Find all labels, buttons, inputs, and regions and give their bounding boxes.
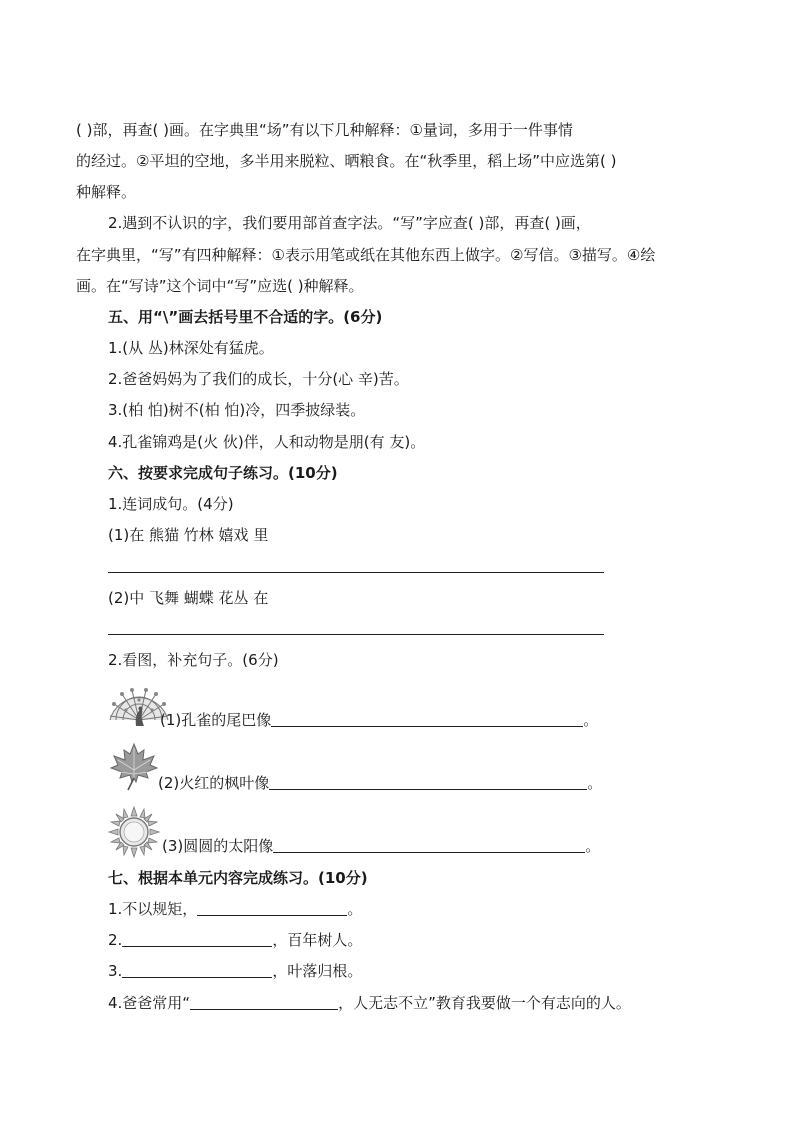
pic-item-3-blank[interactable] [273, 838, 585, 853]
maple-leaf-icon [108, 740, 160, 792]
word-group-2: (2)中 飞舞 蝴蝶 花丛 在 [108, 589, 269, 607]
section7-item-1 [108, 899, 362, 919]
word-group-1: (1)在 熊猫 竹林 嬉戏 里 [108, 526, 269, 544]
pic-item-2-blank[interactable] [269, 775, 587, 790]
section6-sub1: 1.连词成句。(4分) [108, 495, 234, 513]
section7-item-1-pre: 1.不以规矩， [108, 900, 198, 918]
section5-item-1: 1.(从 丛)林深处有猛虎。 [108, 339, 274, 357]
section7-item-2-post: ，百年树人。 [272, 931, 363, 949]
pic-item-3-period: 。 [585, 837, 601, 855]
section7-item-1-blank[interactable] [197, 901, 347, 916]
section6-heading: 六、按要求完成句子练习。(10分) [108, 464, 338, 482]
section7-item-4-blank[interactable] [190, 995, 338, 1010]
section7-item-4-pre: 4.爸爸常用“ [108, 994, 191, 1012]
section5-item-4: 4.孔雀锦鸡是(火 伙)伴，人和动物是朋(有 友)。 [108, 433, 426, 451]
q4-item2-line1: 2.遇到不认识的字，我们要用部首查字法。“写”字应查( )部，再查( )画， [108, 214, 591, 232]
pic-item-3-text: (3)圆圆的太阳像 [162, 837, 274, 855]
pic-item-1-text: (1)孔雀的尾巴像 [160, 711, 272, 729]
section7-heading: 七、根据本单元内容完成练习。(10分) [108, 869, 368, 887]
section5-heading: 五、用“\”画去括号里不合适的字。(6分) [108, 308, 383, 326]
section7-item-4 [108, 993, 631, 1013]
section7-item-4-post: ，人无志不立”教育我要做一个有志向的人。 [338, 994, 631, 1012]
section7-item-3-pre: 3. [108, 962, 123, 980]
q4-line3: 种解释。 [76, 183, 137, 201]
q4-item2-line3: 画。在“写诗”这个词中“写”应选( )种解释。 [76, 277, 364, 295]
pic-item-2 [158, 773, 602, 793]
sun-icon [108, 806, 160, 858]
pic-item-2-text: (2)火红的枫叶像 [158, 774, 270, 792]
section7-item-2-blank[interactable] [122, 932, 272, 947]
section7-item-3 [108, 961, 362, 981]
q4-line1: ( )部，再查( )画。在字典里“场”有以下几种解释：①量词，多用于一件事情 [76, 121, 573, 139]
pic-item-3 [162, 836, 600, 856]
section7-item-3-blank[interactable] [122, 963, 272, 978]
section5-item-3: 3.(柏 怕)树不(柏 怕)冷，四季披绿装。 [108, 401, 366, 419]
section7-item-1-post: 。 [347, 900, 363, 918]
pic-item-2-period: 。 [587, 774, 603, 792]
pic-item-1-period: 。 [583, 711, 599, 729]
answer-line-2[interactable] [108, 634, 604, 635]
q4-line2: 的经过。②平坦的空地，多半用来脱粒、晒粮食。在“秋季里，稻上场”中应选第( ) [76, 152, 617, 170]
pic-item-1 [160, 710, 598, 730]
section6-sub2: 2.看图，补充句子。(6分) [108, 651, 279, 669]
section7-item-2-pre: 2. [108, 931, 123, 949]
section7-item-3-post: ，叶落归根。 [272, 962, 363, 980]
section7-item-2 [108, 930, 362, 950]
section5-item-2: 2.爸爸妈妈为了我们的成长，十分(心 辛)苦。 [108, 370, 409, 388]
q4-item2-line2: 在字典里，“写”有四种解释：①表示用笔或纸在其他东西上做字。②写信。③描写。④绘 [76, 246, 656, 264]
pic-item-1-blank[interactable] [271, 712, 583, 727]
answer-line-1[interactable] [108, 572, 604, 573]
